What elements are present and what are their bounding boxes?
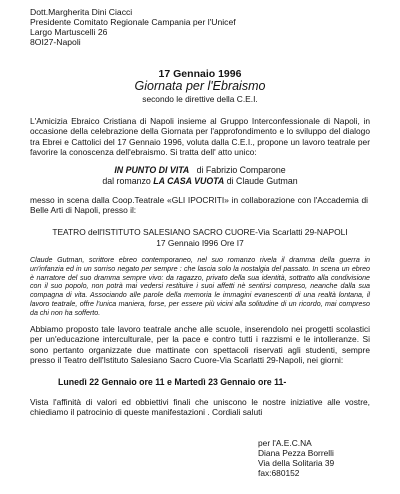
sender-name: Dott.Margherita Dini Ciacci [30,7,133,17]
event-date: 17 Gennaio 1996 [158,68,242,80]
play-title: IN PUNTO DI VITA [114,165,190,175]
venue-date: 17 Gennaio I996 Ore I7 [156,238,244,248]
school-dates: Lunedì 22 Gennaio ore 11 e Martedì 23 Gennaio ore 11- [58,377,287,387]
intro-paragraph: L'Amicizia Ebraico Cristiana di Napoli insieme al Gruppo Interconfessionale di Napoli, in occasione della celebrazione della Giornata per l'approfondimento e lo sviluppo del dialogo tra Ebrei e Cattolici del 17 Gennaio 1996, voluta dalla C.E.I., propone un lavoro teatrale per favorire la conoscenza dell'ebraismo. Si tratta dell' atto unico: [30,116,370,158]
closing-paragraph: Vista l'affinità di valori ed obbiettivi finali che uniscono le nostre iniziative alle vostre, chiediamo il patrocinio di queste manifestazioni . Cordiali saluti [30,397,370,418]
event-title: Giornata per l'Ebraismo [134,79,266,93]
play-author: di Fabrizio Comparone [196,165,286,175]
novel-title: LA CASA VUOTA [153,176,225,186]
signature-name: Diana Pezza Borrelli [258,448,334,458]
synopsis-paragraph: Claude Gutman, scrittore ebreo contemporaneo, nel suo romanzo rivela il dramma della guerra in un'infanzia ed in un sorriso negato per sempre : che lascia solo la nostalgia del passato. In scena un ebreo è narratore del suo dramma sempre vivo: da ragazzo, privato della sua identità, sottratto alla condivisione con il suo popolo, non potrà mai vedersi restituire i suoi affetti nè sentirsi compreso, neanche dalla sua compagna di vita. Associando alle parole della memoria le immagini evanescenti di una realtà lontana, il lavoro teatrale, offre l'unica maniera, forse, per essere più vicini alla solitudine di un ricordo, mai compreso da chi non ha sofferto. [30,256,370,317]
novel-line [0,176,400,186]
novel-prefix: dal romanzo [102,176,151,186]
staging-paragraph: messo in scena dalla Coop.Teatrale «GLI IPOCRITI» in collaborazione con l'Accademia di Belle Arti di Napoli, presso il: [30,195,368,216]
novel-author: di Claude Gutman [226,176,298,186]
signature-street: Via della Solitaria 39 [258,458,335,468]
play-line [0,165,400,175]
sender-street: Largo Martuscelli 26 [30,27,108,37]
event-subtitle: secondo le direttive della C.E.I. [142,94,258,104]
schools-paragraph: Abbiamo proposto tale lavoro teatrale anche alle scuole, inserendolo nei progetti scolastici per un'educazione interculturale, per la pace e contro tutti i razzismi e le intolleranze. Si sono pertanto organizzate due mattinate con spettacoli riservati agli studenti, sempre presso il Teatro dell'Istituto Salesiano Sacro Cuore-Via Scarlatti 29-Napoli, nei giorni: [30,324,370,366]
venue-name: TEATRO dell'ISTITUTO SALESIANO SACRO CUORE-Via Scarlatti 29-NAPOLI [52,227,348,237]
signature-fax: fax:680152 [258,468,300,478]
sender-city: 8OI27-Napoli [30,37,81,47]
signature-org: per l'A.E.C.NA [258,438,312,448]
sender-role: Presidente Comitato Regionale Campania per l'Unicef [30,17,236,27]
